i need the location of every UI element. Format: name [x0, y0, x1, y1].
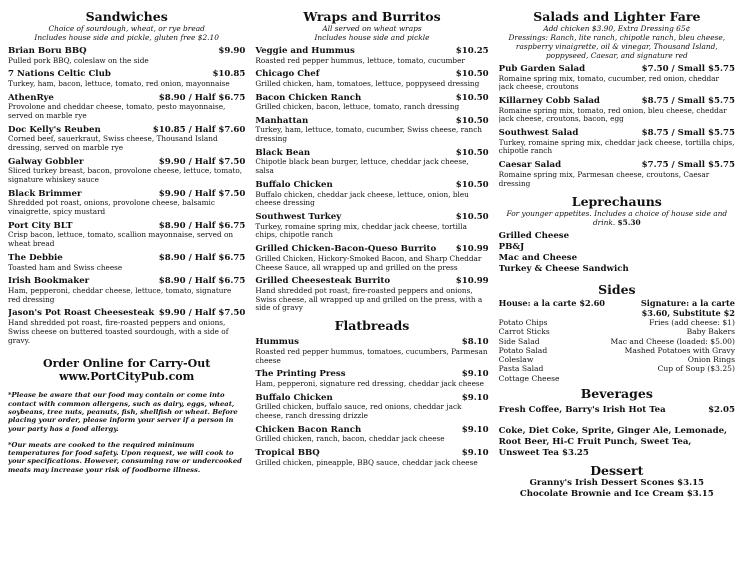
signature-sides-sub: $3.60, Substitute $2 [641, 307, 735, 318]
sandwich-item [8, 157, 245, 185]
salad-item-name: Southwest Salad [498, 128, 579, 139]
sandwich-item-price: $8.90 / Half $6.75 [158, 220, 246, 231]
wrap-item-description: Grilled chicken, bacon, lettuce, tomato, ranch dressing [255, 102, 460, 112]
wrap-item-name: Veggie and Hummus [255, 46, 355, 56]
wrap-item [255, 180, 488, 208]
house-side-item: Cottage Cheese [498, 373, 560, 383]
wrap-item [255, 276, 488, 313]
salads-dressings: Dressings: Ranch, lite ranch, chipotle ranch, bleu cheese, raspberry vinaigrette, oil & vinegar, Thousand Island, poppyseed, Caesar, and signature red [508, 33, 726, 60]
flatbread-item-price: $9.10 [461, 369, 489, 380]
flatbread-item-name: Hummus [255, 337, 299, 348]
dessert-item: Chocolate Brownie and Ice Cream $3.15 [519, 488, 714, 499]
sandwich-item-description: Crisp bacon, lettuce, tomato, scallion mayonnaise, served on wheat bread [8, 230, 234, 249]
kids-menu-item: Turkey & Cheese Sandwich [498, 264, 629, 275]
kids-menu-item: PB&J [498, 242, 525, 253]
cold-drinks [499, 426, 735, 459]
salad-item-name: Killarney Cobb Salad [498, 96, 600, 107]
flatbread-item [255, 393, 488, 421]
sandwich-item [8, 46, 245, 65]
wrap-item-price: $10.50 [455, 147, 489, 158]
wrap-item-name: Bacon Chicken Ranch [255, 92, 362, 103]
order-online-heading: Order Online for Carry-Out [43, 357, 211, 371]
flatbread-item-price: $9.10 [461, 392, 489, 403]
flatbreads-title: Flatbreads [334, 318, 410, 334]
sandwich-item-price: $10.85 / Half $7.60 [152, 124, 246, 135]
flatbread-item-price: $9.10 [461, 424, 489, 435]
wrap-item-description: Grilled chicken, ham, tomatoes, lettuce, poppyseed dressing [255, 78, 480, 88]
flatbread-item-description: Grilled chicken, pineapple, BBQ sauce, cheddar jack cheese [255, 457, 478, 467]
wraps-subtitle: All served on wheat wraps [322, 24, 422, 33]
signature-side-item: Onion Rings [687, 355, 735, 365]
sandwich-item [8, 253, 245, 272]
salad-item-price: $8.75 / Small $5.75 [641, 96, 735, 107]
house-side-item: Side Salad [498, 336, 540, 346]
hot-drinks-label: Fresh Coffee, Barry's Irish Hot Tea [498, 405, 666, 416]
flatbread-item-name: Tropical BBQ [255, 448, 320, 459]
sandwich-item-name: Brian Boru BBQ [8, 46, 87, 56]
wrap-item-name: Chicago Chef [255, 69, 320, 80]
salad-item-description: Romaine spring mix, Parmesan cheese, croutons, Caesar dressing [498, 169, 710, 188]
sides-table [499, 299, 735, 383]
signature-side-item: Baby Bakers [686, 327, 735, 337]
leprechauns-price: $5.30 [617, 218, 641, 228]
wrap-item [255, 244, 488, 272]
salad-item [499, 96, 735, 124]
flatbread-item-description: Ham, pepperoni, signature red dressing, cheddar jack cheese [255, 378, 484, 388]
signature-side-item: Mashed Potatoes with Gravy [624, 345, 735, 355]
sandwich-item-description: Ham, pepperoni, cheddar cheese, lettuce, tomato, signature red dressing [8, 285, 232, 304]
sandwich-item [8, 221, 245, 249]
flatbread-list [255, 337, 488, 467]
sandwich-item-name: Port City BLT [8, 220, 73, 231]
signature-side-item: Fries (add cheese: $1) [649, 317, 735, 327]
wrap-item-header [255, 180, 488, 191]
sandwich-item-description: Shredded pot roast, onions, provolone cheese, balsamic vinaigrette, spicy mustard [8, 198, 215, 217]
sandwich-item-price: $9.90 / Half $7.50 [158, 308, 246, 319]
sandwich-item-name: Jason's Pot Roast Cheesesteak [8, 308, 155, 319]
flatbread-item [255, 425, 488, 444]
sides-title: Sides [598, 282, 636, 298]
sandwich-item-description: Toasted ham and Swiss cheese [8, 262, 123, 272]
sandwich-list [8, 46, 245, 345]
wrap-item-name: Grilled Chicken-Bacon-Queso Burrito [255, 244, 437, 255]
sandwich-item-description: Provolone and cheddar cheese, tomato, pesto mayonnaise, served on marble rye [8, 102, 226, 120]
order-online-link[interactable]: www.PortCityPub.com [59, 370, 195, 384]
wraps-title: Wraps and Burritos [303, 10, 441, 24]
flatbread-item-description: Grilled chicken, ranch, bacon, cheddar jack cheese [255, 434, 445, 444]
signature-sides [610, 299, 735, 383]
sandwich-item-description: Sliced turkey breast, bacon, provolone cheese, lettuce, tomato, signature whiskey sauce [8, 166, 243, 185]
wrap-item-name: Buffalo Chicken [255, 180, 333, 191]
wrap-item-price: $10.25 [455, 46, 489, 56]
flatbread-item-description: Roasted red pepper hummus, tomatoes, cucumbers, Parmesan cheese [255, 346, 488, 365]
salad-item-header [499, 64, 735, 75]
salads-title: Salads and Lighter Fare [533, 10, 701, 24]
salad-item-description: Romaine spring mix, tomato, cucumber, red onion, cheddar jack cheese, croutons [498, 73, 720, 92]
flatbread-item-price: $9.10 [461, 448, 489, 459]
wrap-item-name: Manhattan [255, 115, 309, 126]
leprechauns-subtitle: For younger appetites. Includes a choice of house side and drink. $5.30 [506, 209, 728, 228]
wrap-item [255, 46, 488, 65]
wrap-item-header [255, 46, 488, 57]
house-side-item: Pasta Salad [498, 364, 544, 374]
sandwich-item-price: $9.90 [218, 46, 246, 56]
salad-item-price: $8.75 / Small $5.75 [641, 128, 735, 139]
sandwich-item [8, 276, 245, 304]
cold-drinks-price: $3.25 [561, 447, 589, 458]
wrap-item-name: Southwest Turkey [255, 212, 342, 223]
signature-sides-header: Signature: a la carte [640, 298, 735, 309]
sandwich-item-price: $9.90 / Half $7.50 [158, 188, 246, 199]
sandwich-item-name: The Debbie [8, 253, 63, 264]
flatbread-item [255, 448, 488, 467]
sandwiches-note: Includes house side and pickle, gluten free $2.10 [34, 33, 219, 42]
sandwich-item [8, 308, 245, 345]
salad-item-name: Caesar Salad [498, 160, 562, 171]
wrap-item-price: $10.50 [455, 69, 489, 80]
salad-item-name: Pub Garden Salad [498, 64, 586, 74]
sandwich-item-name: Black Brimmer [8, 188, 82, 199]
wrap-item-description: Roasted red pepper hummus, lettuce, tomato, cucumber [255, 55, 465, 65]
hot-drinks [499, 405, 735, 416]
wrap-item [255, 148, 488, 176]
signature-side-item: Mac and Cheese (loaded: $5.00) [610, 336, 735, 346]
wrap-item [255, 212, 488, 240]
wrap-item-description: Chipotle black bean burger, lettuce, cheddar jack cheese, salsa [255, 157, 469, 176]
kids-menu-item: Grilled Cheese [498, 231, 570, 242]
sandwich-item-header [8, 46, 245, 57]
house-side-item: Coleslaw [498, 355, 534, 365]
sandwiches-subtitle: Choice of sourdough, wheat, or rye bread [48, 24, 205, 33]
house-side-item: Carrot Sticks [498, 327, 550, 337]
wrap-item [255, 93, 488, 112]
sandwich-item [8, 93, 245, 121]
house-side-item: Potato Chips [498, 317, 548, 327]
sandwich-item [8, 189, 245, 217]
wrap-item-name: Black Bean [255, 147, 311, 158]
wrap-item-description: Grilled Chicken, Hickory-Smoked Bacon, and Sharp Cheddar Cheese Sauce, all wrapped up and grilled on the press [255, 253, 482, 272]
sandwich-item-description: Hand shredded pot roast, fire-roasted peppers and onions, Swiss cheese on buttered toasted sourdough, with a side of gravy. [8, 317, 229, 345]
wrap-list [255, 46, 488, 313]
salad-item-price: $7.50 / Small $5.75 [641, 64, 735, 74]
hot-drinks-price: $2.05 [708, 405, 735, 416]
allergen-notice: *Please be aware that our food may contain or come into contact with common allergens, such as dairy, eggs, wheat, soybeans, tree nuts, peanuts, fish, shellfish or wheat. Before placing your order, please inform your server if a person in your party has a food allergy. [8, 391, 238, 433]
wrap-item-price: $10.50 [455, 180, 489, 191]
kids-menu-item: Mac and Cheese [498, 253, 578, 264]
sandwich-item-description: Corned beef, sauerkraut, Swiss cheese, Thousand Island dressing, served on marble rye [8, 134, 218, 152]
salad-list [499, 64, 735, 188]
flatbread-item [255, 369, 488, 388]
sandwich-item-name: Doc Kelly's Reuben [8, 124, 101, 135]
sandwich-item-price: $8.90 / Half $6.75 [158, 253, 246, 264]
wrap-item [255, 116, 488, 144]
wrap-item-description: Turkey, ham, lettuce, tomato, cucumber, Swiss cheese, ranch dressing [255, 125, 482, 144]
sandwich-item-price: $9.90 / Half $7.50 [158, 156, 246, 167]
sandwich-item-price: $8.90 / Half $6.75 [158, 92, 246, 103]
sandwich-item-header [8, 253, 245, 264]
wrap-item-description: Turkey, romaine spring mix, cheddar jack cheese, tortilla chips, chipotle ranch [255, 221, 467, 240]
salads-subtitle: Add chicken $3.90, Extra Dressing 65¢ [543, 24, 691, 33]
sandwich-item-price: $8.90 / Half $6.75 [158, 276, 246, 287]
wrap-item-price: $10.99 [455, 276, 489, 287]
house-sides [499, 299, 605, 383]
undercooked-notice: *Our meats are cooked to the required minimum temperatures for food safety. Upon request, we will cook to your specifications. However, consuming raw or undercooked meats may increase your risk of foodborne illness. [8, 440, 242, 474]
dessert-title: Dessert [590, 462, 644, 478]
house-sides-header: House: a la carte $2.60 [498, 298, 606, 309]
flatbread-item-name: Chicken Bacon Ranch [255, 424, 362, 435]
sandwich-item-description: Pulled pork BBQ, coleslaw on the side [8, 55, 149, 65]
wraps-note: Includes house side and pickle [314, 33, 430, 42]
sandwiches-column [8, 10, 245, 574]
dessert-item: Granny's Irish Dessert Scones $3.15 [529, 477, 705, 488]
signature-side-item: Cup of Soup ($3.25) [657, 364, 735, 374]
sandwich-item-name: Irish Bookmaker [8, 276, 90, 287]
sandwich-item [8, 125, 245, 153]
flatbread-item-name: The Printing Press [255, 369, 346, 380]
dessert-list [499, 478, 735, 500]
sandwich-item-name: 7 Nations Celtic Club [8, 69, 111, 80]
kids-list [499, 231, 735, 275]
flatbread-item-header [255, 448, 488, 459]
salad-item [499, 160, 735, 188]
sandwich-item-description: Turkey, ham, bacon, lettuce, tomato, red onion, mayonnaise [8, 78, 230, 88]
salad-item-description: Turkey, romaine spring mix, cheddar jack cheese, tortilla chips, chipotle ranch [498, 137, 735, 156]
sandwiches-title: Sandwiches [85, 10, 168, 24]
wraps-column [255, 10, 488, 574]
cold-drinks-label: Coke, Diet Coke, Sprite, Ginger Ale, Lemonade, Root Beer, Hi-C Fruit Punch, Sweet Tea, Unsweet Tea [498, 425, 728, 458]
sandwich-item-name: AthenRye [8, 92, 54, 103]
wrap-item-name: Grilled Cheesesteak Burrito [255, 276, 391, 287]
salads-column [499, 10, 735, 574]
wrap-item-price: $10.50 [455, 212, 489, 223]
wrap-item-description: Hand shredded pot roast, fire-roasted peppers and onions, Swiss cheese, all wrapped up and grilled on the press, with a side of gravy [255, 285, 483, 313]
salad-item [499, 128, 735, 156]
sandwich-item-price: $10.85 [212, 69, 246, 80]
wrap-item-description: Buffalo chicken, cheddar jack cheese, lettuce, onion, bleu cheese dressing [255, 189, 469, 208]
sandwich-item [8, 69, 245, 88]
beverages-title: Beverages [580, 386, 653, 402]
wrap-item-price: $10.50 [455, 92, 489, 103]
wrap-item [255, 69, 488, 88]
wrap-item-price: $10.99 [455, 244, 489, 255]
house-side-item: Potato Salad [498, 345, 548, 355]
flatbread-item-price: $8.10 [461, 337, 489, 348]
salad-item-price: $7.75 / Small $5.75 [641, 160, 735, 171]
salad-item [499, 64, 735, 92]
salad-item-description: Romaine spring mix, tomato, red onion, bleu cheese, cheddar jack cheese, croutons, bacon, egg [498, 105, 727, 124]
flatbread-item [255, 337, 488, 365]
flatbread-item-name: Buffalo Chicken [255, 392, 333, 403]
wrap-item-price: $10.50 [455, 115, 489, 126]
sandwich-item-name: Galway Gobbler [8, 156, 84, 167]
leprechauns-title: Leprechauns [571, 194, 662, 210]
flatbread-item-description: Grilled chicken, buffalo sauce, red onions, cheddar jack cheese, ranch dressing drizzle [255, 402, 462, 420]
